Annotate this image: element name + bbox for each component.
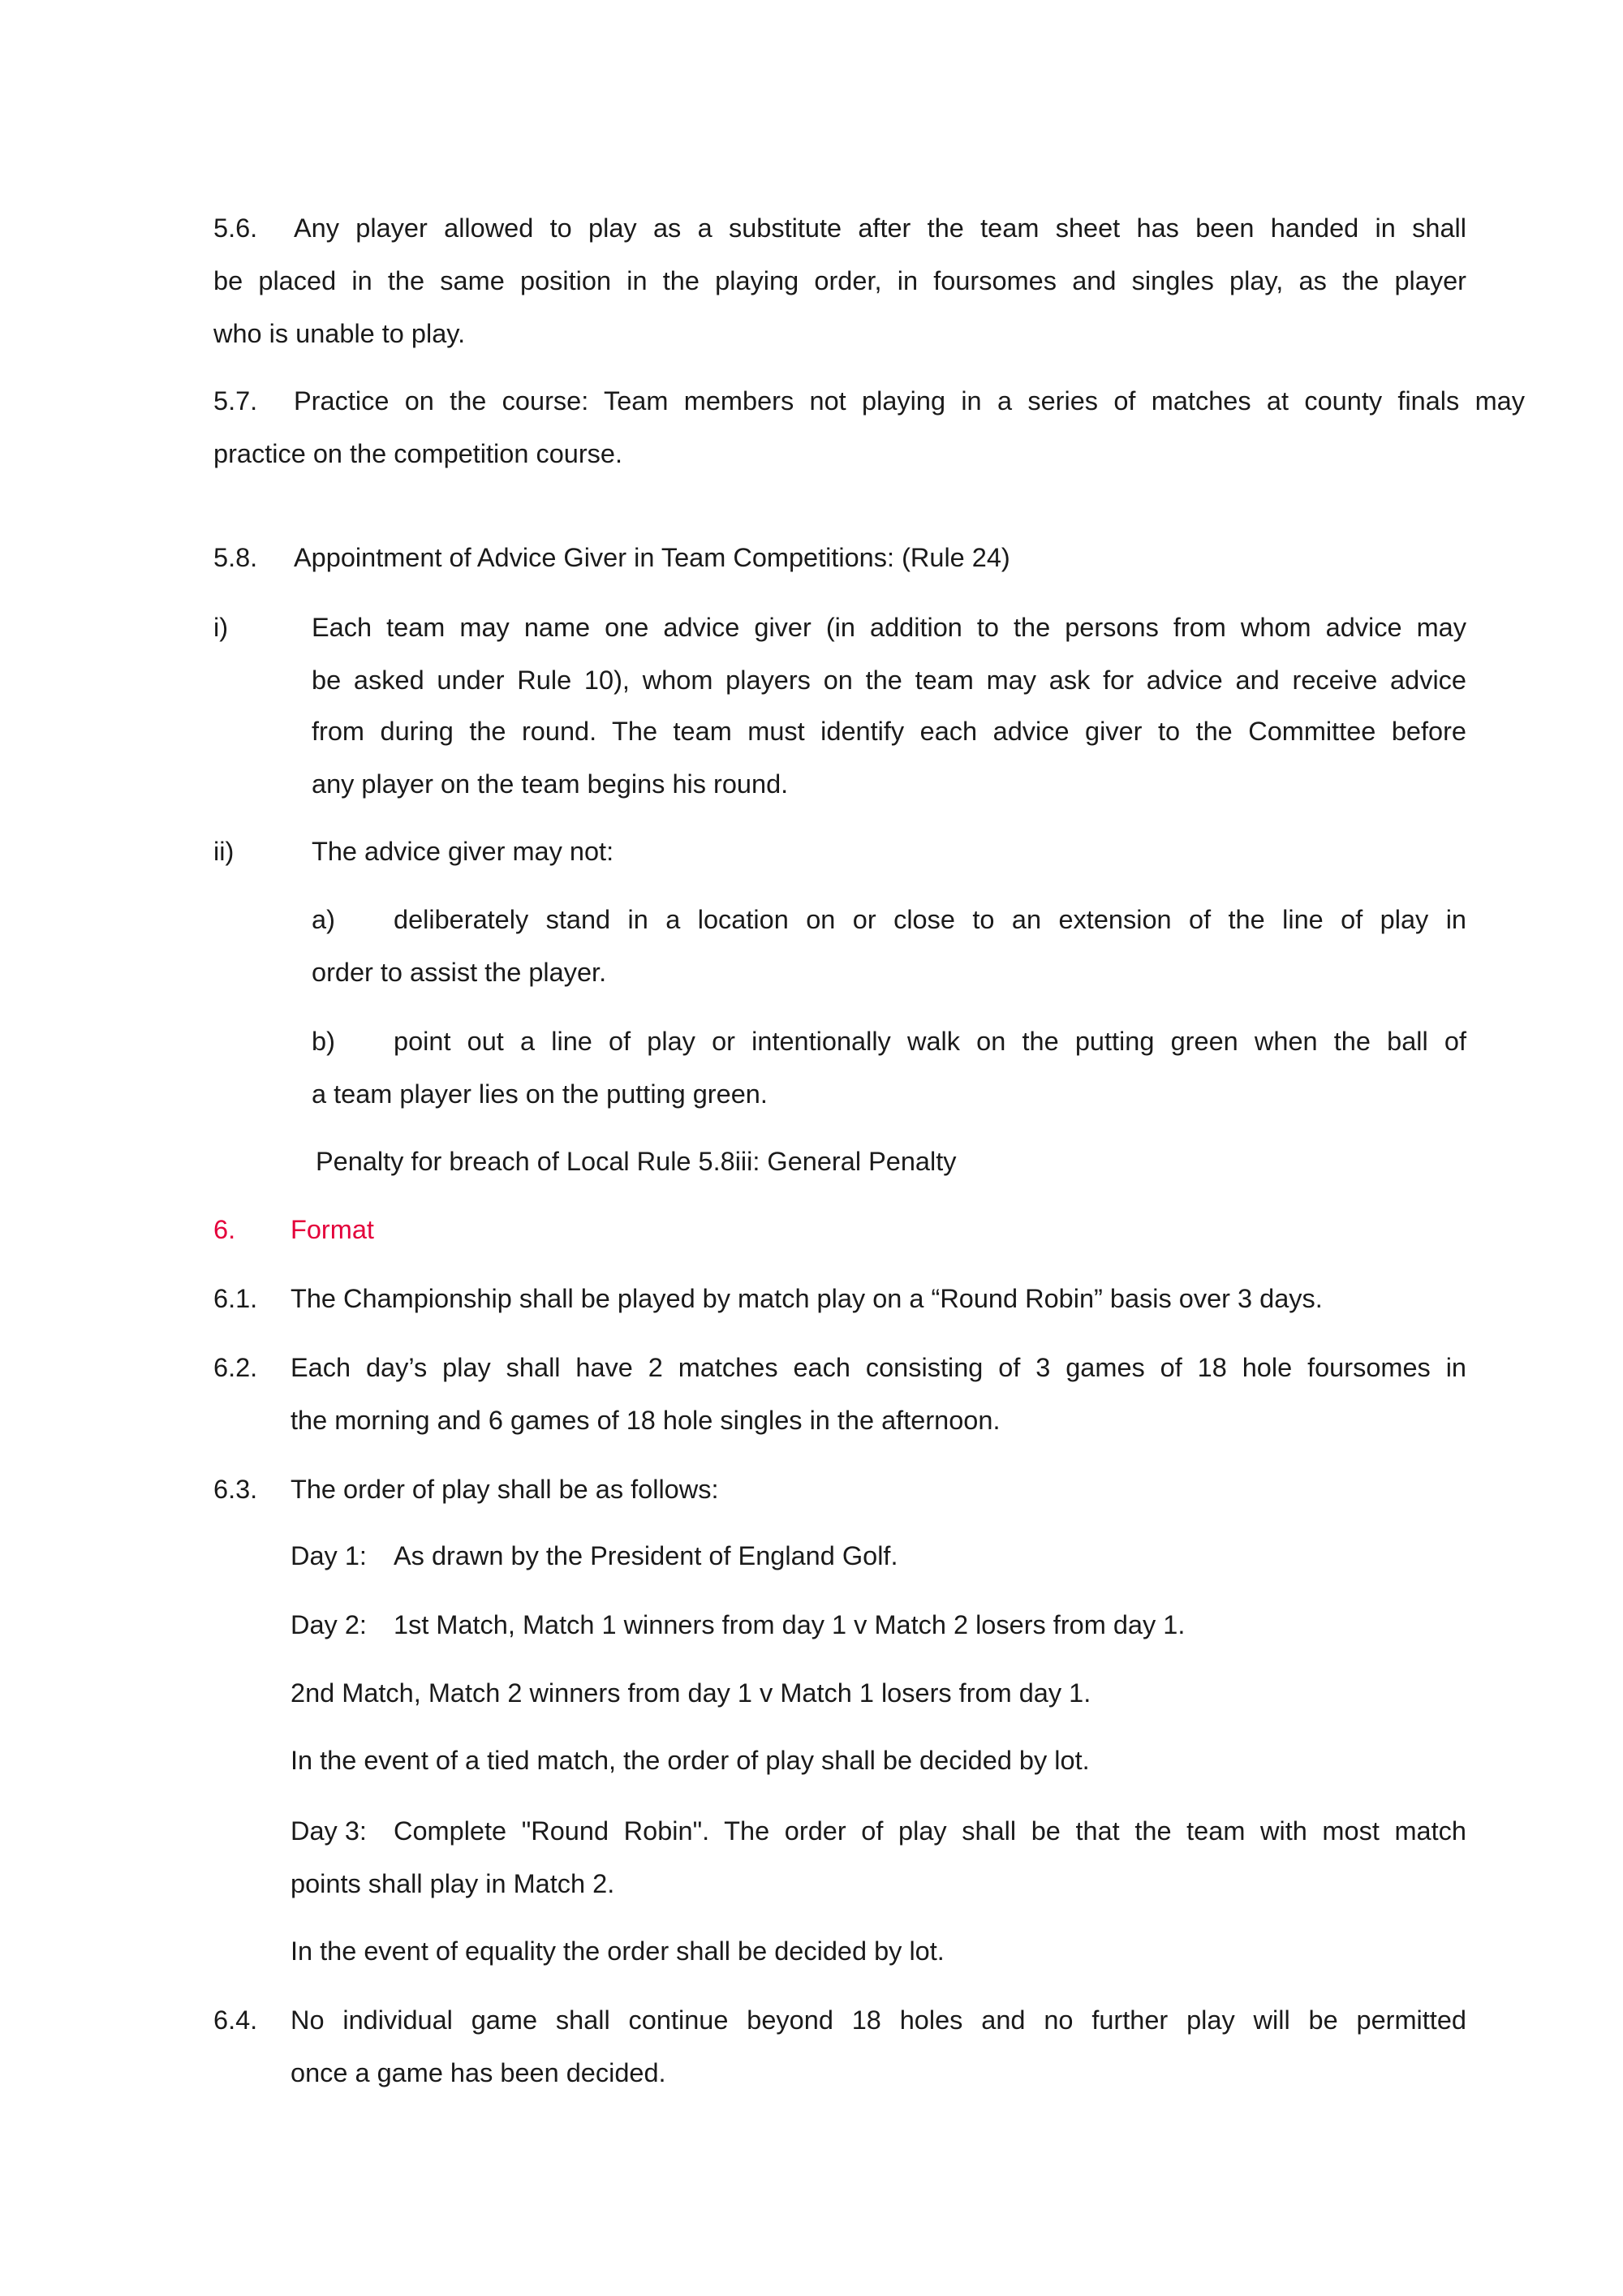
clause-text: who is unable to play. <box>213 319 466 348</box>
clause-text: Any player allowed to play as a substitute after the team sheet has been handed in shall <box>294 213 1466 243</box>
clause-text: The Championship shall be played by match play on a “Round Robin” basis over 3 days. <box>291 1284 1323 1313</box>
day-text: Complete "Round Robin". The order of play shall be that the team with most match <box>394 1816 1466 1846</box>
sublist-text: a team player lies on the putting green. <box>312 1079 768 1109</box>
clause-text: once a game has been decided. <box>291 2058 666 2087</box>
sublist-text: deliberately stand in a location on or close to an extension of the line of play in <box>394 905 1466 934</box>
list-text: The advice giver may not: <box>312 837 614 866</box>
day-text: 2nd Match, Match 2 winners from day 1 v Match 1 losers from day 1. <box>291 1678 1091 1708</box>
sublist-label: b) <box>312 1027 335 1056</box>
sublist-text: point out a line of play or intentionally walk on the putting green when the ball of <box>394 1027 1466 1056</box>
day-text: As drawn by the President of England Golf. <box>394 1541 898 1570</box>
list-text: be asked under Rule 10), whom players on the team may ask for advice and receive advice <box>312 666 1466 695</box>
day-label: Day 2: <box>291 1610 367 1639</box>
clause-text: In the event of equality the order shall be decided by lot. <box>291 1936 945 1966</box>
day-label: Day 3: <box>291 1816 367 1846</box>
list-text: Each team may name one advice giver (in addition to the persons from whom advice may <box>312 613 1466 642</box>
day-text: 1st Match, Match 1 winners from day 1 v Match 2 losers from day 1. <box>394 1610 1186 1639</box>
clause-number: 6.2. <box>213 1353 258 1382</box>
list-label: i) <box>213 613 229 642</box>
clause-text: be placed in the same position in the playing order, in foursomes and singles play, as the player <box>213 266 1466 295</box>
sublist-label: a) <box>312 905 335 934</box>
clause-text: practice on the competition course. <box>213 439 623 468</box>
section-heading: Format <box>291 1215 374 1244</box>
clause-number: 5.7. <box>213 386 258 416</box>
clause-number: 5.6. <box>213 213 258 243</box>
penalty-text: Penalty for breach of Local Rule 5.8iii: General Penalty <box>316 1147 957 1176</box>
list-text: from during the round. The team must identify each advice giver to the Committee before <box>312 717 1466 746</box>
clause-number: 6.4. <box>213 2005 258 2035</box>
day-text: points shall play in Match 2. <box>291 1869 615 1898</box>
clause-title: Appointment of Advice Giver in Team Competitions: (Rule 24) <box>294 543 1010 572</box>
clause-number: 5.8. <box>213 543 258 572</box>
day-label: Day 1: <box>291 1541 367 1570</box>
clause-text: No individual game shall continue beyond 18 holes and no further play will be permitted <box>291 2005 1466 2035</box>
clause-text: In the event of a tied match, the order of play shall be decided by lot. <box>291 1746 1090 1775</box>
clause-text: the morning and 6 games of 18 hole singles in the afternoon. <box>291 1406 1001 1435</box>
list-label: ii) <box>213 837 235 866</box>
clause-number: 6.3. <box>213 1475 258 1504</box>
section-number: 6. <box>213 1215 236 1244</box>
clause-text: Each day’s play shall have 2 matches each consisting of 3 games of 18 hole foursomes in <box>291 1353 1466 1382</box>
clause-text: The order of play shall be as follows: <box>291 1475 719 1504</box>
clause-text: Practice on the course: Team members not playing in a series of matches at county finals may <box>294 386 1525 416</box>
list-text: any player on the team begins his round. <box>312 769 789 799</box>
sublist-text: order to assist the player. <box>312 958 607 987</box>
clause-number: 6.1. <box>213 1284 258 1313</box>
